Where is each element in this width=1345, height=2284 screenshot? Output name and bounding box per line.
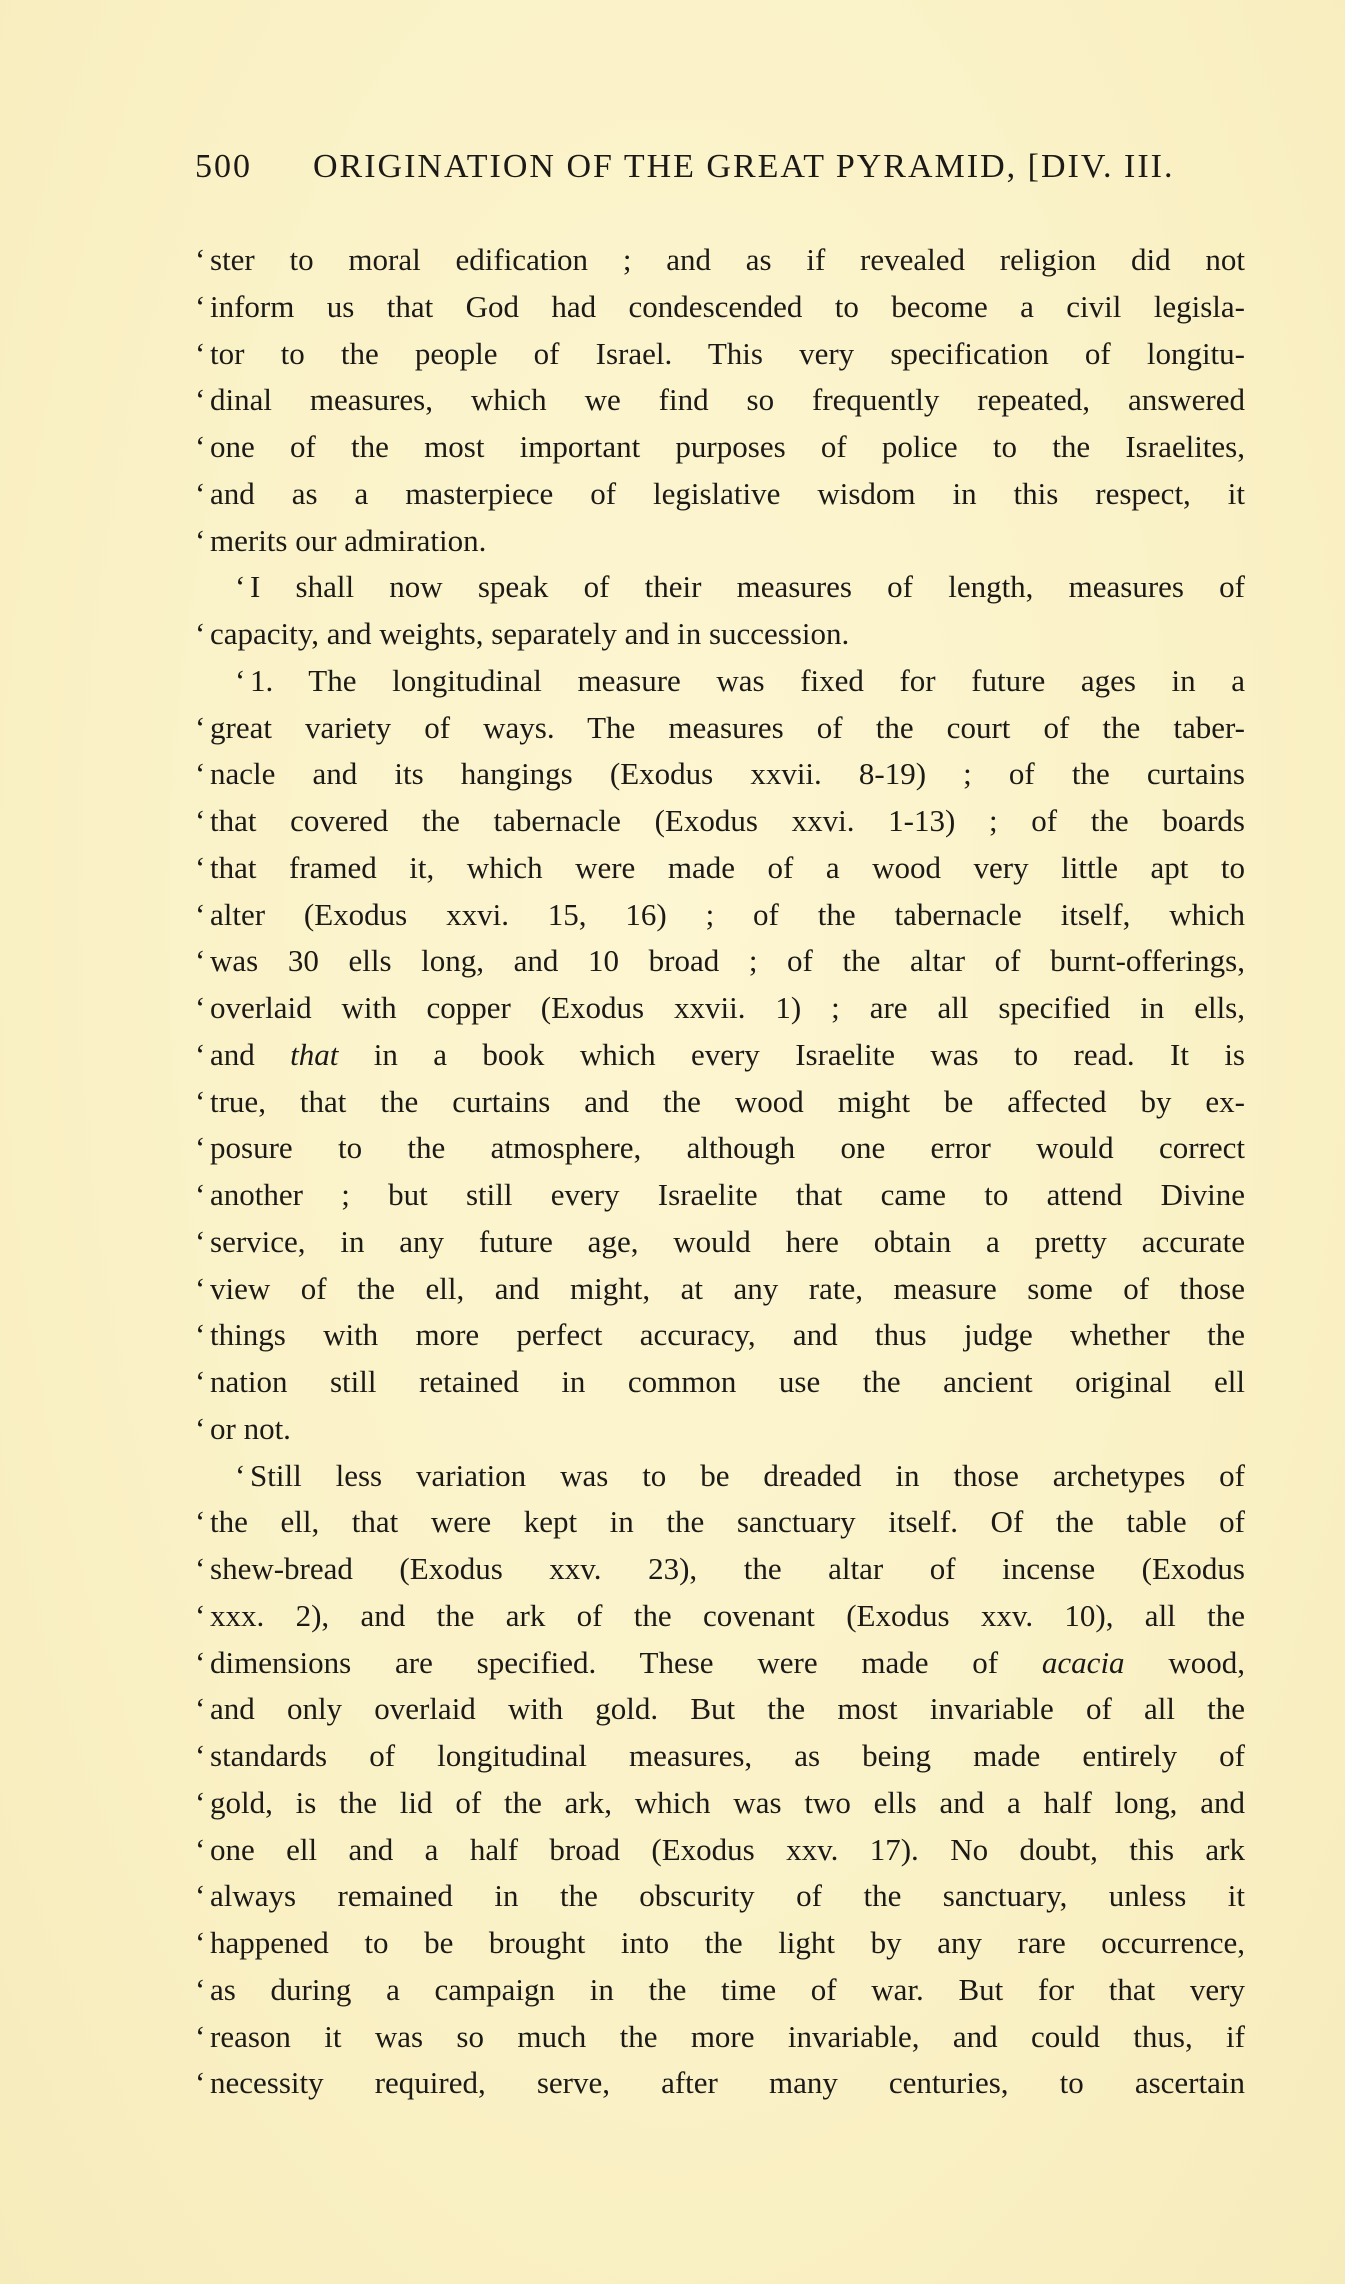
quote-mark: ‘ xyxy=(235,569,246,605)
line-text: posure to the atmosphere, although one error would correct xyxy=(210,1130,1245,1166)
quote-mark: ‘ xyxy=(195,1083,206,1119)
text-line xyxy=(195,518,1245,565)
text-line xyxy=(195,611,1245,658)
line-text: Still less variation was to be dreaded in those archetypes of xyxy=(250,1457,1245,1493)
quote-mark: ‘ xyxy=(195,943,206,979)
line-text: and as a masterpiece of legislative wisdom in this respect, it xyxy=(210,475,1245,511)
line-text: the ell, that were kept in the sanctuary itself. Of the table of xyxy=(210,1504,1245,1540)
quote-mark: ‘ xyxy=(195,2018,206,2054)
line-text: tor to the people of Israel. This very specification of longitu- xyxy=(210,335,1245,371)
quote-mark: ‘ xyxy=(195,756,206,792)
quote-mark: ‘ xyxy=(195,1177,206,1212)
italic-word: acacia xyxy=(1041,1644,1125,1680)
text-line xyxy=(195,1266,1245,1313)
line-text: merits our admiration. xyxy=(210,522,487,558)
quote-mark: ‘ xyxy=(195,1597,206,1633)
paragraph-first-line xyxy=(195,658,1245,705)
text-line xyxy=(195,1172,1245,1219)
line-text: another ; but still every Israelite that came to attend Divine xyxy=(210,1177,1245,1212)
line-text: that framed it, which were made of a wood very little apt to xyxy=(210,849,1245,885)
line-text: I shall now speak of their measures of length, measures of xyxy=(250,569,1245,605)
quote-mark: ‘ xyxy=(195,1223,206,1259)
quote-mark: ‘ xyxy=(195,1130,206,1166)
quote-mark: ‘ xyxy=(195,1504,206,1540)
text-line xyxy=(195,424,1245,471)
quote-mark: ‘ xyxy=(195,803,206,838)
paragraph-first-line xyxy=(195,1453,1245,1500)
line-text: alter (Exodus xxvi. 15, 16) ; of the tabernacle itself, which xyxy=(210,896,1245,932)
line-text: necessity required, serve, after many centuries, to ascertain xyxy=(210,2065,1245,2101)
quote-mark: ‘ xyxy=(195,1036,206,1072)
quote-mark: ‘ xyxy=(195,1878,206,1914)
quote-mark: ‘ xyxy=(195,242,206,277)
text-line xyxy=(195,1359,1245,1406)
text-line xyxy=(195,751,1245,798)
line-text: service, in any future age, would here obtain a pretty accurate xyxy=(210,1223,1245,1259)
quote-mark: ‘ xyxy=(195,429,206,464)
line-text: xxx. 2), and the ark of the covenant (Exodus xxv. 10), all the xyxy=(210,1597,1245,1633)
text-line xyxy=(195,1406,1245,1453)
text-line xyxy=(195,1499,1245,1546)
line-text: shew-bread (Exodus xxv. 23), the altar of incense (Exodus xyxy=(210,1551,1245,1586)
text-line xyxy=(195,892,1245,939)
text-line xyxy=(195,845,1245,892)
text-line xyxy=(195,1873,1245,1920)
line-text: as during a campaign in the time of war. But for that very xyxy=(210,1971,1245,2007)
line-text: happened to be brought into the light by any rare occurrence, xyxy=(210,1925,1245,1960)
text-line xyxy=(195,1312,1245,1359)
text-line xyxy=(195,938,1245,985)
text-line xyxy=(195,1640,1245,1687)
text-line xyxy=(195,284,1245,331)
line-text: standards of longitudinal measures, as being made entirely of xyxy=(210,1738,1245,1773)
quote-mark: ‘ xyxy=(195,1925,206,1960)
text-line xyxy=(195,1219,1245,1266)
quote-mark: ‘ xyxy=(195,1971,206,2007)
line-text: nacle and its hangings (Exodus xxvii. 8-19) ; of the curtains xyxy=(210,756,1245,792)
page-number: 500 xyxy=(195,148,252,185)
quote-mark: ‘ xyxy=(195,288,206,324)
quote-mark: ‘ xyxy=(195,616,206,651)
text-line xyxy=(195,1079,1245,1126)
quote-mark: ‘ xyxy=(195,1738,206,1773)
line-text: and only overlaid with gold. But the most invariable of all the xyxy=(210,1691,1245,1727)
text-line xyxy=(195,2014,1245,2061)
line-text: things with more perfect accuracy, and thus judge whether the xyxy=(210,1317,1245,1353)
running-header xyxy=(195,142,1245,192)
line-text: overlaid with copper (Exodus xxvii. 1) ; are all specified in ells, xyxy=(210,990,1245,1025)
text-line xyxy=(195,1686,1245,1733)
text-line xyxy=(195,705,1245,752)
line-text: was 30 ells long, and 10 broad ; of the altar of burnt-offerings, xyxy=(210,943,1245,979)
line-text: view of the ell, and might, at any rate, measure some of those xyxy=(210,1270,1245,1306)
quote-mark: ‘ xyxy=(195,475,206,511)
line-text: one ell and a half broad (Exodus xxv. 17). No doubt, this ark xyxy=(210,1831,1245,1867)
text-line xyxy=(195,237,1245,284)
quote-mark: ‘ xyxy=(195,1317,206,1353)
quote-mark: ‘ xyxy=(195,522,206,558)
line-text: gold, is the lid of the ark, which was two ells and a half long, and xyxy=(210,1784,1245,1820)
text-line xyxy=(195,471,1245,518)
line-text: or not. xyxy=(210,1410,291,1446)
quote-mark: ‘ xyxy=(195,1831,206,1867)
line-text: ster to moral edification ; and as if revealed religion did not xyxy=(210,242,1245,277)
line-text: great variety of ways. The measures of the court of the taber- xyxy=(210,709,1245,745)
quote-mark: ‘ xyxy=(235,1457,246,1493)
line-text: true, that the curtains and the wood might be affected by ex- xyxy=(210,1083,1245,1119)
text-line xyxy=(195,2060,1245,2107)
line-text: always remained in the obscurity of the sanctuary, unless it xyxy=(210,1878,1245,1914)
body-text xyxy=(195,237,1245,2107)
text-line xyxy=(195,1546,1245,1593)
line-text: one of the most important purposes of police to the Israelites, xyxy=(210,429,1245,464)
quote-mark: ‘ xyxy=(195,335,206,371)
quote-mark: ‘ xyxy=(235,662,246,698)
line-text-before: and xyxy=(210,1036,291,1072)
line-text: reason it was so much the more invariable, and could thus, if xyxy=(210,2018,1245,2054)
text-line xyxy=(195,985,1245,1032)
quote-mark: ‘ xyxy=(195,1410,206,1446)
running-title: ORIGINATION OF THE GREAT PYRAMID, [DIV. III. xyxy=(313,148,1175,185)
text-line xyxy=(195,331,1245,378)
quote-mark: ‘ xyxy=(195,1644,206,1680)
line-text: capacity, and weights, separately and in succession. xyxy=(210,616,850,651)
line-text: that covered the tabernacle (Exodus xxvi. 1-13) ; of the boards xyxy=(210,803,1245,838)
italic-word: that xyxy=(290,1036,339,1072)
quote-mark: ‘ xyxy=(195,709,206,745)
text-line xyxy=(195,1593,1245,1640)
quote-mark: ‘ xyxy=(195,1270,206,1306)
text-line xyxy=(195,1733,1245,1780)
text-line xyxy=(195,1780,1245,1827)
paragraph-first-line xyxy=(195,564,1245,611)
text-line xyxy=(195,1920,1245,1967)
quote-mark: ‘ xyxy=(195,1551,206,1586)
line-text: 1. The longitudinal measure was fixed for future ages in a xyxy=(250,662,1245,698)
line-text-after: wood, xyxy=(1124,1644,1245,1680)
text-line xyxy=(195,1125,1245,1172)
quote-mark: ‘ xyxy=(195,1691,206,1727)
quote-mark: ‘ xyxy=(195,2065,206,2101)
line-text-after: in a book which every Israelite was to read. It is xyxy=(338,1036,1246,1072)
line-text: nation still retained in common use the ancient original ell xyxy=(210,1364,1245,1399)
text-line xyxy=(195,798,1245,845)
line-text: inform us that God had condescended to become a civil legisla- xyxy=(210,288,1245,324)
quote-mark: ‘ xyxy=(195,896,206,932)
line-text: dinal measures, which we find so frequently repeated, answered xyxy=(210,382,1245,418)
text-line xyxy=(195,1827,1245,1874)
quote-mark: ‘ xyxy=(195,382,206,418)
quote-mark: ‘ xyxy=(195,990,206,1025)
quote-mark: ‘ xyxy=(195,849,206,885)
text-line xyxy=(195,1967,1245,2014)
line-text-before: dimensions are specified. These were made of xyxy=(210,1644,1042,1680)
text-line xyxy=(195,1032,1245,1079)
quote-mark: ‘ xyxy=(195,1364,206,1399)
quote-mark: ‘ xyxy=(195,1784,206,1820)
text-line xyxy=(195,377,1245,424)
